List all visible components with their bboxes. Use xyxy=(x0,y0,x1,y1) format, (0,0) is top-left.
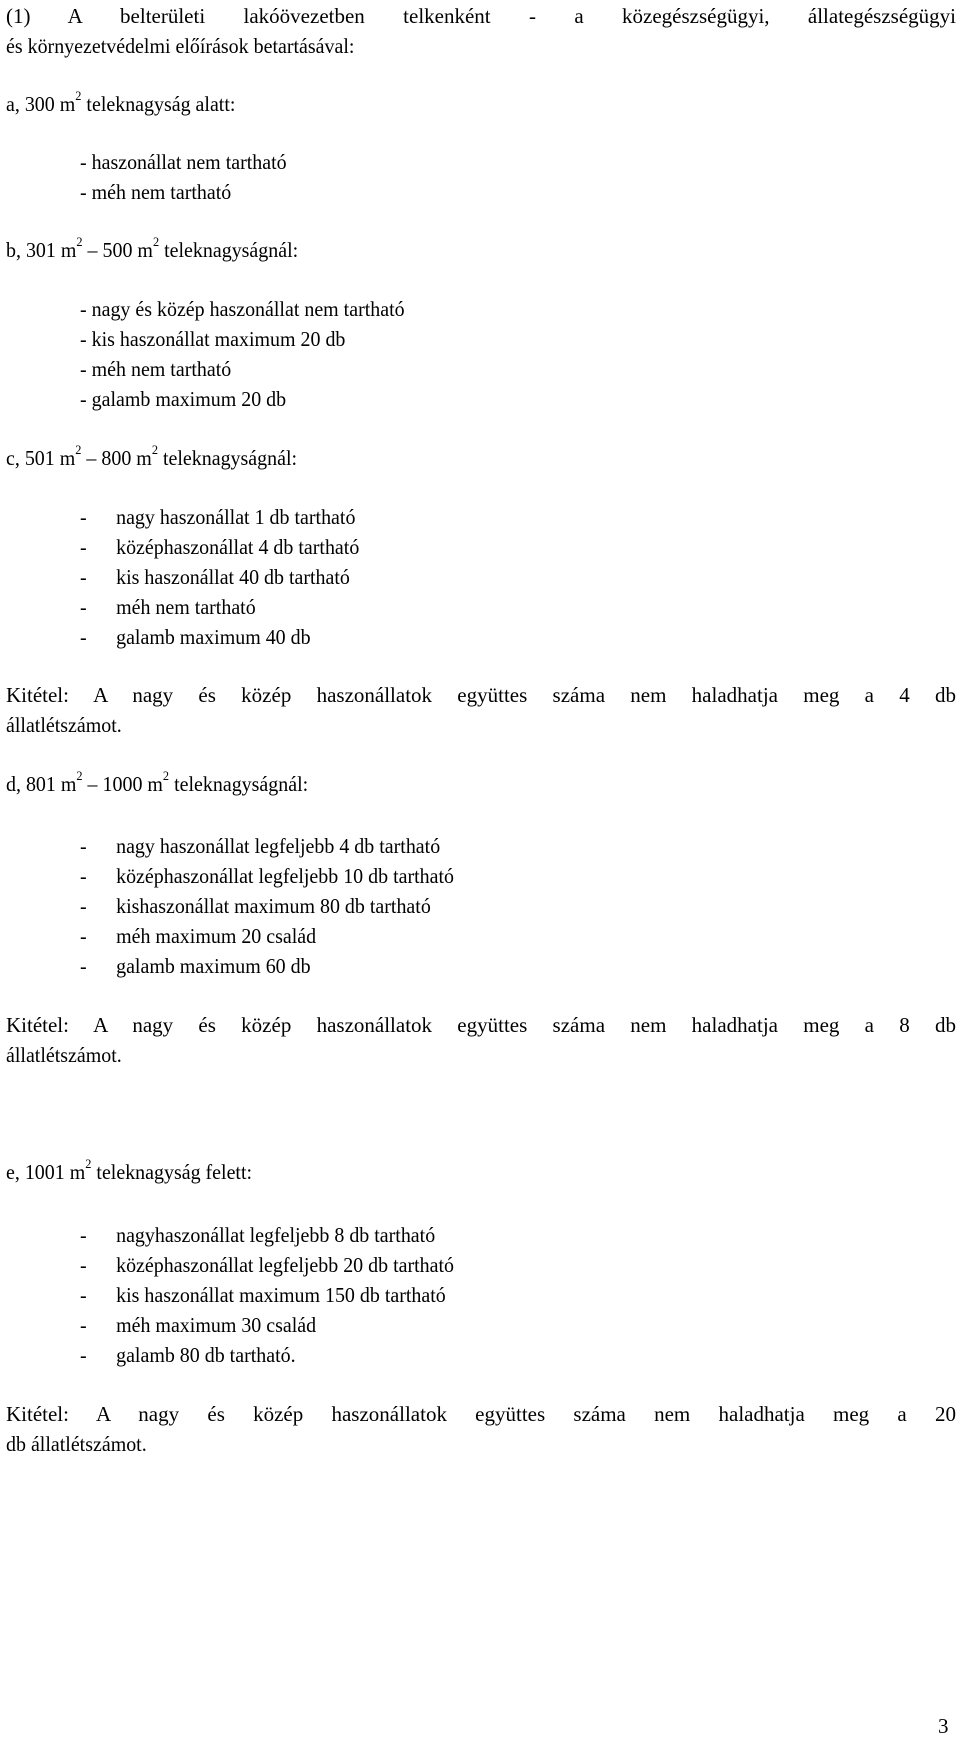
section-d-item xyxy=(80,864,454,888)
item-text: galamb 80 db tartható. xyxy=(116,1343,296,1367)
dash: - xyxy=(80,894,87,918)
section-a-item: - méh nem tartható xyxy=(80,180,232,204)
section-c-item xyxy=(80,505,355,529)
section-a-heading xyxy=(6,88,236,116)
section-d-item xyxy=(80,894,431,918)
dash: - xyxy=(80,1343,87,1367)
item-text: méh maximum 20 család xyxy=(116,924,317,948)
section-b-heading-post: teleknagyságnál: xyxy=(159,238,299,262)
section-e-item xyxy=(80,1223,435,1247)
item-text: középhaszonállat legfeljebb 20 db tartható xyxy=(116,1253,455,1277)
section-d-note-line-1: Kitétel: A nagy és közép haszonállatok együttes száma nem haladhatja meg a 8 db xyxy=(6,1013,956,1037)
item-text: méh nem tartható xyxy=(116,595,256,619)
section-d-heading-mid: – 1000 m xyxy=(82,772,163,796)
section-a-heading-post: teleknagyság alatt: xyxy=(81,92,236,116)
item-text: galamb maximum 40 db xyxy=(116,625,311,649)
section-b-item: - kis haszonállat maximum 20 db xyxy=(80,327,346,351)
section-b-heading xyxy=(6,234,299,262)
section-e-note-line-1: Kitétel: A nagy és közép haszonállatok együttes száma nem haladhatja meg a 20 xyxy=(6,1402,956,1426)
section-e-heading-pre: e, 1001 m xyxy=(6,1160,86,1184)
superscript: 2 xyxy=(76,234,83,249)
section-d-heading-pre: d, 801 m xyxy=(6,772,77,796)
section-c-item xyxy=(80,595,256,619)
dash: - xyxy=(80,864,87,888)
dash: - xyxy=(80,535,87,559)
item-text: kis haszonállat maximum 150 db tartható xyxy=(116,1283,446,1307)
section-c-heading-post: teleknagyságnál: xyxy=(158,446,298,470)
item-text: középhaszonállat legfeljebb 10 db tartható xyxy=(116,864,455,888)
superscript: 2 xyxy=(151,442,158,457)
section-e-note-line-2: db állatlétszámot. xyxy=(6,1432,147,1456)
section-e-item xyxy=(80,1283,446,1307)
section-c-item xyxy=(80,625,311,649)
item-text: középhaszonállat 4 db tartható xyxy=(116,535,360,559)
section-e-heading xyxy=(6,1156,253,1184)
section-e-heading-post: teleknagyság felett: xyxy=(91,1160,253,1184)
superscript: 2 xyxy=(152,234,160,249)
section-d-note-line-2: állatlétszámot. xyxy=(6,1043,122,1067)
dash: - xyxy=(80,1313,87,1337)
item-text: kishaszonállat maximum 80 db tartható xyxy=(116,894,431,918)
dash: - xyxy=(80,924,87,948)
section-a-item: - haszonállat nem tartható xyxy=(80,150,287,174)
superscript: 2 xyxy=(75,88,82,103)
section-c-heading xyxy=(6,442,298,470)
item-text: nagy haszonállat 1 db tartható xyxy=(116,505,356,529)
section-e-item xyxy=(80,1343,296,1367)
dash: - xyxy=(80,1253,87,1277)
intro-line-2: és környezetvédelmi előírások betartásával: xyxy=(6,34,355,58)
dash: - xyxy=(80,1283,87,1307)
intro-line-1: (1) A belterületi lakóövezetben telkenként - a közegészségügyi, állategészségügyi xyxy=(6,4,956,28)
section-e-item xyxy=(80,1253,454,1277)
section-c-item xyxy=(80,565,350,589)
dash: - xyxy=(80,834,87,858)
section-b-heading-pre: b, 301 m xyxy=(6,238,77,262)
section-b-item: - méh nem tartható xyxy=(80,357,232,381)
section-b-item: - galamb maximum 20 db xyxy=(80,387,287,411)
section-a-heading-pre: a, 300 m xyxy=(6,92,76,116)
section-d-heading xyxy=(6,768,309,796)
dash: - xyxy=(80,505,87,529)
item-text: nagy haszonállat legfeljebb 4 db tartható xyxy=(116,834,441,858)
dash: - xyxy=(80,565,87,589)
superscript: 2 xyxy=(85,1156,92,1171)
section-c-item xyxy=(80,535,359,559)
section-d-item xyxy=(80,954,311,978)
item-text: méh maximum 30 család xyxy=(116,1313,317,1337)
section-b-item: - nagy és közép haszonállat nem tartható xyxy=(80,297,405,321)
item-text: kis haszonállat 40 db tartható xyxy=(116,565,350,589)
section-d-heading-post: teleknagyságnál: xyxy=(169,772,309,796)
dash: - xyxy=(80,625,87,649)
dash: - xyxy=(80,954,87,978)
section-c-note-line-2: állatlétszámot. xyxy=(6,713,122,737)
section-c-heading-pre: c, 501 m xyxy=(6,446,76,470)
dash: - xyxy=(80,595,87,619)
section-c-heading-mid: – 800 m xyxy=(81,446,152,470)
section-e-item xyxy=(80,1313,316,1337)
section-d-item xyxy=(80,924,316,948)
section-c-note-line-1: Kitétel: A nagy és közép haszonállatok együttes száma nem haladhatja meg a 4 db xyxy=(6,683,956,707)
dash: - xyxy=(80,1223,87,1247)
superscript: 2 xyxy=(162,768,170,783)
item-text: galamb maximum 60 db xyxy=(116,954,311,978)
page-number: 3 xyxy=(938,1714,949,1738)
section-d-item xyxy=(80,834,440,858)
section-b-heading-mid: – 500 m xyxy=(82,238,153,262)
item-text: nagyhaszonállat legfeljebb 8 db tartható xyxy=(116,1223,436,1247)
superscript: 2 xyxy=(76,768,83,783)
superscript: 2 xyxy=(75,442,82,457)
